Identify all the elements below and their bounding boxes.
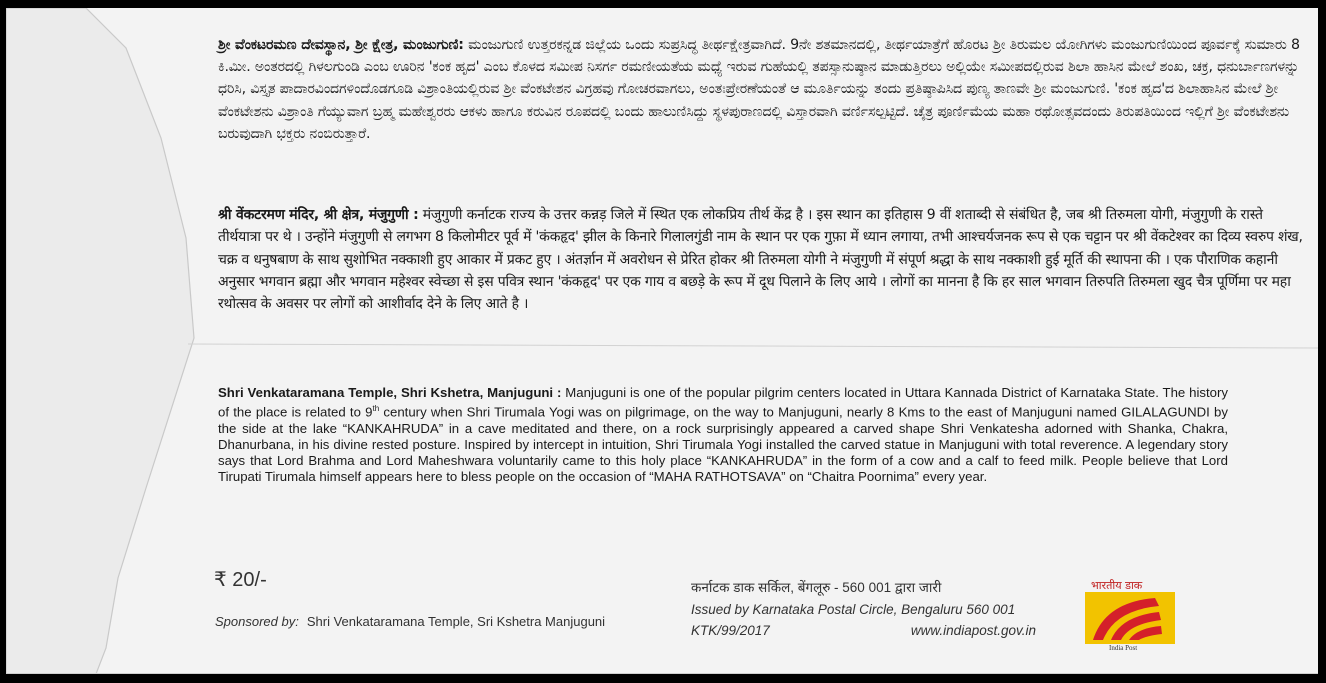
issue-hindi-line: कर्नाटक डाक सर्किल, बेंगलूरु - 560 001 द्वारा जारी (691, 580, 942, 595)
price-label: ₹ 20/- (214, 569, 267, 591)
hindi-heading: श्री वेंकटरमण मंदिर, श्री क्षेत्र, मंजुगुणी : (218, 207, 419, 223)
english-body-part1: Manjuguni is one of the popular pilgrim centers located in Uttara Kannada District of Karnataka State. The history of the place is related to 9 (218, 385, 1228, 420)
issue-info (691, 577, 1036, 642)
issue-english-line: Issued by Karnataka Postal Circle, Bengaluru 560 001 (691, 601, 1016, 617)
sponsor-value: Shri Venkataramana Temple, Sri Kshetra Manjuguni (306, 614, 606, 629)
sponsor-line (215, 614, 605, 629)
india-post-english-text: India Post (1109, 644, 1138, 652)
india-post-logo (1079, 578, 1191, 658)
english-description (218, 385, 1228, 485)
english-heading: Shri Venkataramana Temple, Shri Kshetra, Manjuguni : (218, 385, 562, 400)
sponsor-label: Sponsored by: (215, 614, 299, 629)
english-superscript: th (372, 404, 380, 414)
hindi-description (218, 204, 1308, 315)
india-post-emblem-icon (1085, 592, 1175, 644)
hindi-body: मंजुगुणी कर्नाटक राज्य के उत्तर कन्नड़ जिले में स्थित एक लोकप्रिय तीर्थ केंद्र है । इस स्थान का इतिहास 9 वीं शताब्दी से संबंधित है, जब श्री तिरुमला योगी, मंजुगुणी के रास्ते तीर्थयात्रा पर थे । उन्होंने मंजुगुणी से लगभग 8 किलोमीटर पूर्व में 'कंकहृद' झील के किनारे गिलालगुंडी नाम के स्थान पर एक गुफ़ा में ध्यान लगाया, तभी आश्चर्यजनक रूप से एक चट्टान पर श्री वेंकटेश्वर का दिव्य स्वरुप शंख, चक्र व धनुषबाण के साथ सुशोभित नक्काशी हुए आकार में प्रकट हुए । अंतर्ज्ञान में अवरोधन से प्रेरित होकर श्री तिरुमला योगी ने मंजुगुणी में संपूर्ण श्रद्धा के साथ नक्काशी हुई मूर्ति की स्थापना की । एक पौराणिक कहानी अनुसार भगवान ब्रह्मा और भगवान महेश्वर स्वेच्छा से इस पवित्र स्थान 'कंकहृद' पर एक गाय व बछड़े के रूप में दूध पिलाने के लिए आये । लोगों का मानना है कि हर साल भगवान तिरुपति तिरुमला खुद चैत्र पूर्णिमा पर महा रथोत्सव के अवसर पर लोगों को आशीर्वाद देने के लिए आते है । (218, 207, 1303, 313)
envelope-back (6, 8, 1318, 674)
english-body-part2: century when Shri Tirumala Yogi was on pilgrimage, on the way to Manjuguni, nearly 8 Kms to the east of Manjuguni named GILALAGUNDI by the side at the lake “KANKAHRUDA” in a cave meditated and there, on a rock surprisingly appeared a carved shape Shri Venkatesha adorned with Shanka, Chakra, Dhanurbana, in his divine rested posture. Inspired by intercept in intuition, Shri Tirumala Yogi installed the carved statue in Manjuguni with total reverence. A legendary story says that Lord Brahma and Lord Maheshwara voluntarily came to this holy place “KANKAHRUDA” in the form of a cow and a calf to feed milk. People believe that Lord Tirupati Tirumala himself appears here to bless people on the occasion of “MAHA RATHOTSAVA” on “Chaitra Poornima” every year. (218, 404, 1228, 484)
issue-code: KTK/99/2017 (691, 623, 770, 638)
kannada-body: ಮಂಜುಗುಣಿ ಉತ್ತರಕನ್ನಡ ಜಿಲ್ಲೆಯ ಒಂದು ಸುಪ್ರಸಿದ್ಧ ತೀರ್ಥಕ್ಷೇತ್ರವಾಗಿದೆ. 9ನೇ ಶತಮಾನದಲ್ಲಿ, ತೀರ್ಥಯಾತ್ರೆಗೆ ಹೊರಟ ಶ್ರೀ ತಿರುಮಲ ಯೋಗಿಗಳು ಮಂಜುಗುಣಿಯಿಂದ ಪೂರ್ವಕ್ಕೆ ಸುಮಾರು 8 ಕಿ.ಮೀ. ಅಂತರದಲ್ಲಿ ಗಿಳಲಗುಂಡಿ ಎಂಬ ಊರಿನ 'ಕಂಕ ಹೃದ' ಎಂಬ ಕೊಳದ ಸಮೀಪ ನಿಸರ್ಗ ರಮಣೀಯತೆಯ ಮಧ್ಯೆ ಇರುವ ಗುಹೆಯಲ್ಲಿ ತಪಸ್ಸಾನುಷ್ಠಾನ ಮಾಡುತ್ತಿರಲು ಅಲ್ಲಿಯೇ ಸಮೀಪದಲ್ಲಿರುವ ಶಿಲಾ ಹಾಸಿನ ಮೇಲೆ ಶಂಖ, ಚಕ್ರ, ಧನುರ್ಬಾಣಗಳನ್ನು ಧರಿಸಿ, ವಿಸ್ತೃತ ಪಾದಾರವಿಂದಗಳಿಂದೊಡಗೂಡಿ ವಿಶ್ರಾಂತಿಯಲ್ಲಿರುವ ಶ್ರೀ ವೆಂಕಟೇಶನ ವಿಗ್ರಹವು ಗೋಚರವಾಗಲು, ಅಂತಃಪ್ರೇರಣೆಯಂತೆ ಆ ಮೂರ್ತಿಯನ್ನು ತಂದು ಪ್ರತಿಷ್ಠಾಪಿಸಿದ ಪುಣ್ಯ ತಾಣವೇ ಶ್ರೀ ಮಂಜುಗುಣಿ. 'ಕಂಕ ಹೃದ'ದ ಶಿಲಾಹಾಸಿನ ಮೇಲೆ ಶ್ರೀ ವೆಂಕಟೇಶನು ವಿಶ್ರಾಂತಿ ಗೆಯ್ಯುವಾಗ ಬ್ರಹ್ಮ ಮಹೇಶ್ವರರು ಆಕಳು ಹಾಗೂ ಕರುವಿನ ರೂಪದಲ್ಲಿ ಬಂದು ಹಾಲುಣಿಸಿದ್ದು ಸ್ಥಳಪುರಾಣದಲ್ಲಿ ವಿಸ್ತಾರವಾಗಿ ವರ್ಣಿಸಲ್ಪಟ್ಟಿದೆ. ಚೈತ್ರ ಪೂರ್ಣಿಮೆಯ ಮಹಾ ರಥೋತ್ಸವದಂದು ತಿರುಪತಿಯಿಂದ ಇಲ್ಲಿಗೆ ಶ್ರೀ ವೆಂಕಟೇಶನು ಬರುವುದಾಗಿ ಭಕ್ತರು ನಂಬಿರುತ್ತಾರೆ. (218, 37, 1300, 142)
website-link[interactable]: www.indiapost.gov.in (910, 623, 1036, 638)
india-post-hindi-text: भारतीय डाक (1091, 579, 1143, 592)
issue-footer-row (691, 620, 1036, 642)
kannada-heading: ಶ್ರೀ ವೆಂಕಟರಮಣ ದೇವಸ್ಥಾನ, ಶ್ರೀ ಕ್ಷೇತ್ರ, ಮಂಜುಗುಣಿ: (218, 37, 464, 53)
kannada-description (218, 34, 1308, 145)
